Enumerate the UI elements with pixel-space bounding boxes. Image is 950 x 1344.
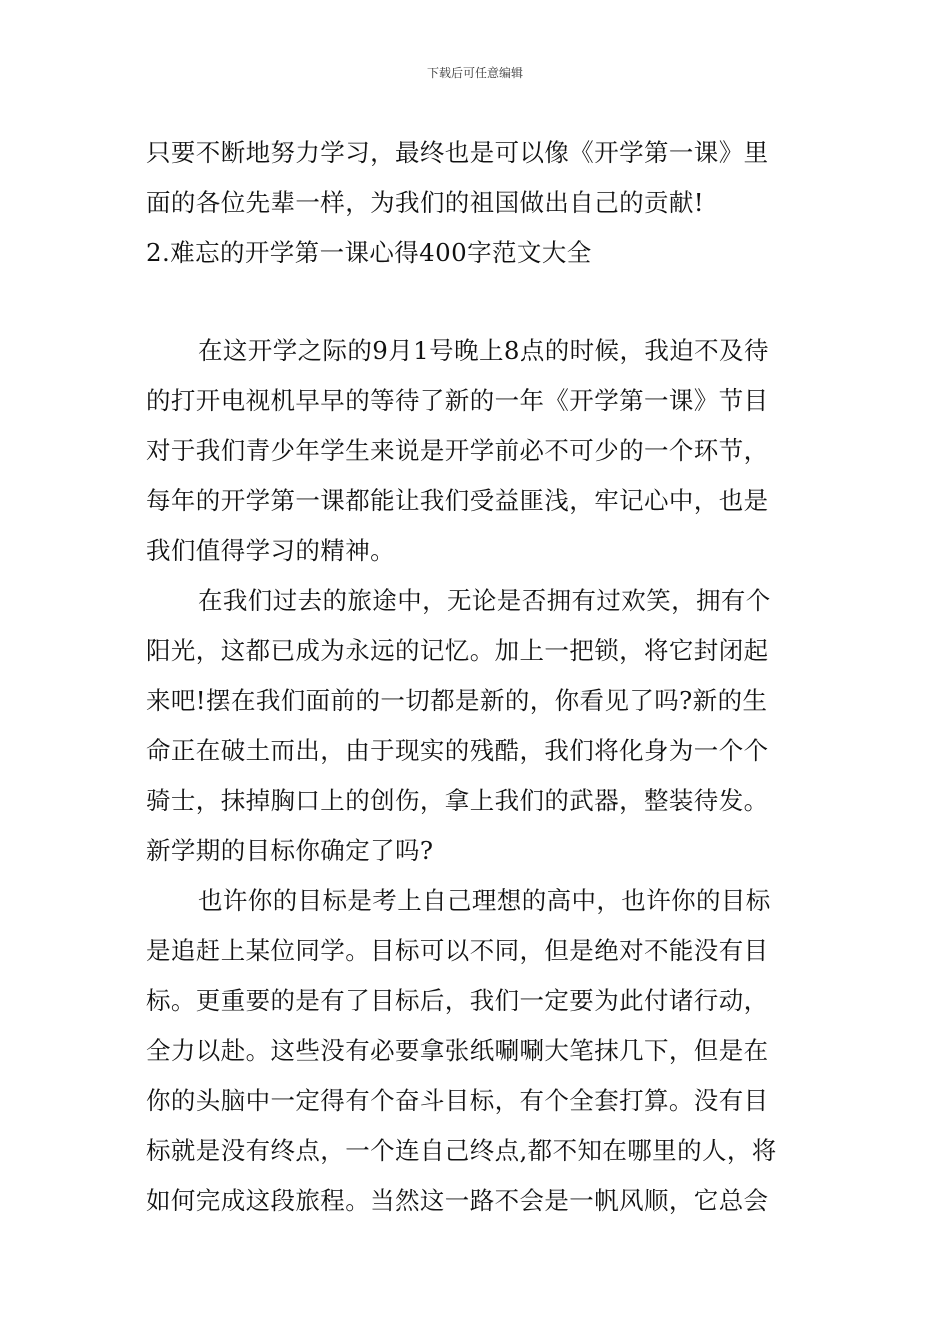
paragraph bbox=[146, 576, 808, 876]
text-line: 骑士，抹掉胸口上的创伤，拿上我们的武器，整装待发。 bbox=[146, 786, 769, 815]
spacer bbox=[146, 278, 808, 326]
text-line: 来吧!摆在我们面前的一切都是新的，你看见了吗?新的生 bbox=[146, 686, 768, 715]
text-line: 你的头脑中一定得有个奋斗目标，有个全套打算。没有目 bbox=[146, 1086, 769, 1115]
paragraph bbox=[146, 326, 808, 576]
text-line: 的打开电视机早早的等待了新的一年《开学第一课》节目 bbox=[146, 386, 769, 415]
text-line: 我们值得学习的精神。 bbox=[146, 536, 395, 565]
text-line: 阳光，这都已成为永远的记忆。加上一把锁，将它封闭起 bbox=[146, 636, 769, 665]
paragraph bbox=[146, 876, 808, 1226]
text-line: 标就是没有终点，一个连自己终点,都不知在哪里的人，将 bbox=[146, 1136, 777, 1165]
section-heading bbox=[146, 228, 808, 278]
text-line: 如何完成这段旅程。当然这一路不会是一帆风顺，它总会 bbox=[146, 1186, 769, 1215]
paragraph bbox=[146, 128, 808, 228]
text-line: 新学期的目标你确定了吗? bbox=[146, 836, 434, 865]
text-line: 对于我们青少年学生来说是开学前必不可少的一个环节， bbox=[146, 436, 769, 465]
page-header: 下载后可任意编辑 bbox=[426, 66, 523, 80]
text-line: 命正在破土而出，由于现实的残酷，我们将化身为一个个 bbox=[146, 736, 769, 765]
text-line: 每年的开学第一课都能让我们受益匪浅，牢记心中，也是 bbox=[146, 486, 769, 515]
text-line: 面的各位先辈一样，为我们的祖国做出自己的贡献! bbox=[146, 188, 705, 217]
text-line: 标。更重要的是有了目标后，我们一定要为此付诸行动， bbox=[146, 986, 769, 1015]
text-line: 在这开学之际的9月1号晚上8点的时候，我迫不及待 bbox=[198, 336, 769, 365]
text-line: 也许你的目标是考上自己理想的高中，也许你的目标 bbox=[198, 886, 771, 915]
text-line: 在我们过去的旅途中，无论是否拥有过欢笑，拥有个 bbox=[198, 586, 771, 615]
text-line: 只要不断地努力学习，最终也是可以像《开学第一课》里 bbox=[146, 138, 769, 167]
text-line: 是追赶上某位同学。目标可以不同，但是绝对不能没有目 bbox=[146, 936, 769, 965]
text-line: 全力以赴。这些没有必要拿张纸唰唰大笔抹几下，但是在 bbox=[146, 1036, 769, 1065]
document-body bbox=[146, 128, 808, 1226]
heading-line: 2.难忘的开学第一课心得400字范文大全 bbox=[146, 238, 592, 267]
